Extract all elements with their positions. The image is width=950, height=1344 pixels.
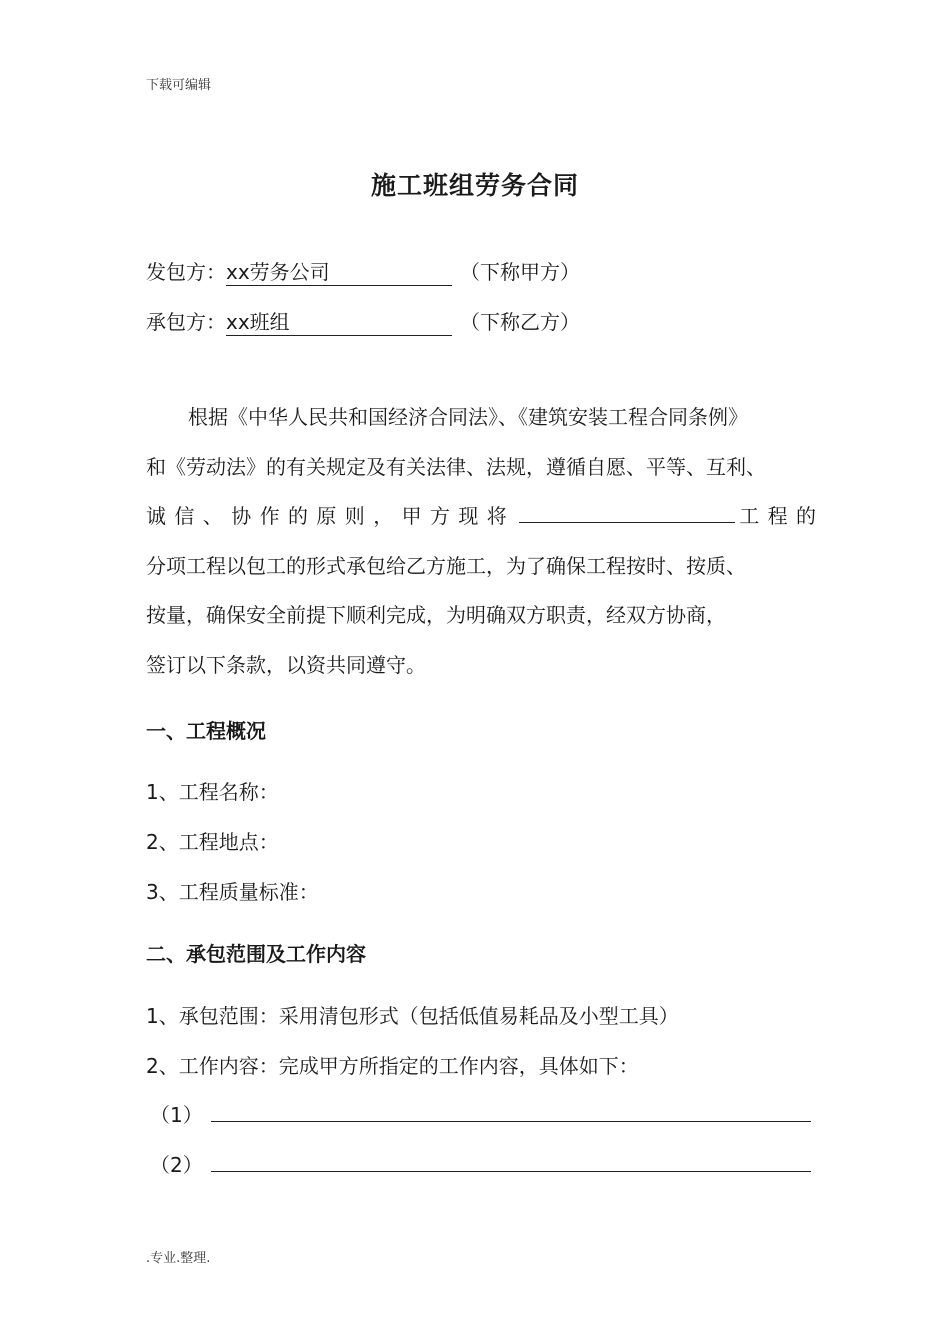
party-a-value: xx劳务公司 — [226, 260, 452, 286]
section-1-item-2: 2、工程地点： — [146, 830, 279, 854]
section-1-item-1: 1、工程名称： — [146, 780, 279, 804]
intro-line-6: 签订以下条款，以资共同遵守。 — [146, 652, 426, 677]
work-blank-2-line — [211, 1149, 811, 1172]
section-2-item-2: 2、工作内容：完成甲方所指定的工作内容，具体如下： — [146, 1054, 639, 1078]
party-a-label: 发包方： — [146, 260, 226, 284]
party-a-line — [146, 256, 580, 286]
section-1-heading: 一、工程概况 — [146, 719, 266, 743]
section-2-item-1: 1、承包范围：采用清包形式（包括低值易耗品及小型工具） — [146, 1004, 679, 1028]
project-name-blank — [519, 500, 735, 523]
work-blank-1 — [150, 1099, 811, 1128]
work-blank-2 — [150, 1149, 811, 1178]
work-blank-1-line — [211, 1099, 811, 1122]
intro-line-1: 根据《中华人民共和国经济合同法》、《建筑安装工程合同条例》 — [188, 405, 748, 429]
work-blank-1-label: （1） — [150, 1103, 203, 1127]
intro-line-3-after: 工程的 — [739, 504, 825, 529]
party-b-alias: （下称乙方） — [460, 310, 580, 334]
party-a-alias: （下称甲方） — [460, 260, 580, 284]
section-1-item-3: 3、工程质量标准： — [146, 880, 319, 904]
intro-line-3-before: 诚信、协作的原则，甲方现将 — [146, 504, 516, 529]
work-blank-2-label: （2） — [150, 1153, 203, 1177]
document-title: 施工班组劳务合同 — [370, 171, 579, 200]
section-2-heading: 二、承包范围及工作内容 — [146, 942, 366, 966]
footer-note: .专业.整理. — [146, 1251, 211, 1266]
header-note: 下载可编辑 — [146, 78, 212, 93]
intro-line-5: 按量，确保安全前提下顺利完成，为明确双方职责，经双方协商， — [146, 603, 726, 628]
intro-line-4: 分项工程以包工的形式承包给乙方施工，为了确保工程按时、按质、 — [146, 553, 746, 578]
intro-line-3 — [146, 492, 825, 542]
party-b-value: xx班组 — [226, 310, 452, 336]
party-b-line — [146, 306, 580, 336]
party-b-label: 承包方： — [146, 310, 226, 334]
intro-paragraph — [146, 393, 825, 691]
intro-line-2: 和《劳动法》的有关规定及有关法律、法规，遵循自愿、平等、互利、 — [146, 454, 766, 479]
